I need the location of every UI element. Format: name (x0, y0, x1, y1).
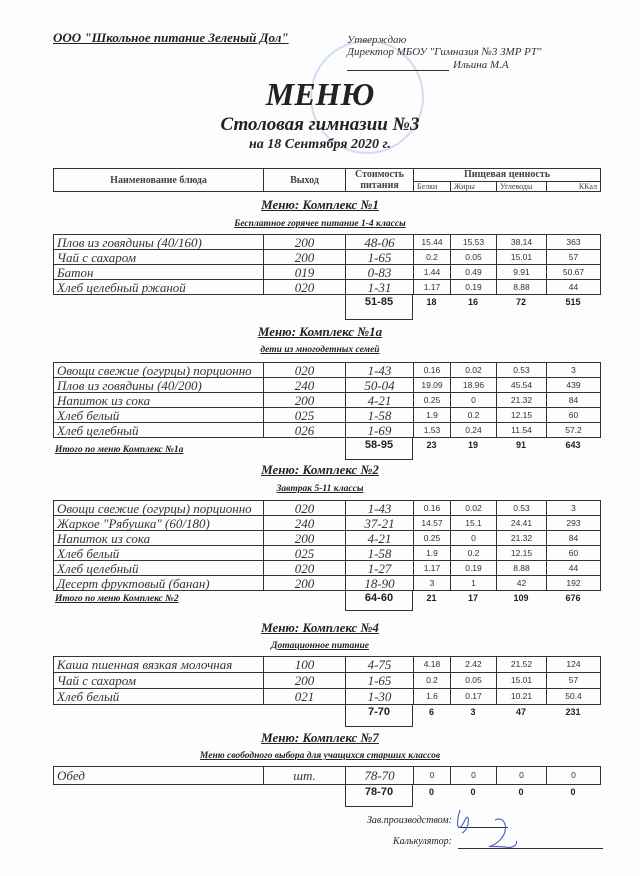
carbs: 21.32 (497, 531, 547, 546)
dish-output: 200 (264, 393, 346, 408)
kcal: 439 (547, 378, 601, 393)
section-subtitle: Завтрак 5-11 классы (276, 484, 364, 494)
carbs: 15.01 (497, 250, 547, 265)
carbs: 15.01 (497, 673, 547, 689)
table-row (54, 531, 601, 546)
total-carbs: 47 (515, 707, 526, 717)
dish-output: 020 (264, 561, 346, 576)
table-header (53, 168, 601, 192)
carbs: 21.32 (497, 393, 547, 408)
kcal: 84 (547, 393, 601, 408)
dish-name: Батон (54, 265, 264, 280)
dish-output: 200 (264, 235, 346, 250)
menu-table (53, 766, 601, 785)
protein: 3 (414, 576, 451, 591)
approve-label: Утверждаю (347, 34, 407, 46)
fat: 0.05 (451, 673, 497, 689)
total-fat: 3 (470, 707, 476, 717)
menu-table (53, 362, 601, 438)
fat: 15.1 (451, 516, 497, 531)
dish-name: Плов из говядины (40/160) (54, 235, 264, 250)
protein: 15.44 (414, 235, 451, 250)
section-title: Меню: Комплекс №7 (261, 730, 379, 745)
carbs: 12.15 (497, 408, 547, 423)
table-row (54, 235, 601, 250)
dish-output: 025 (264, 408, 346, 423)
table-row (54, 561, 601, 576)
table-row (54, 393, 601, 408)
fat: 0.19 (451, 561, 497, 576)
table-row (54, 576, 601, 591)
dish-output: 200 (264, 673, 346, 689)
col-cost: Стоимость питания (346, 169, 414, 192)
col-carbs: Углеводы (497, 181, 547, 191)
table-row (54, 423, 601, 438)
fat: 0.02 (451, 363, 497, 378)
dish-output: 020 (264, 363, 346, 378)
protein: 1.44 (414, 265, 451, 280)
section-subtitle: Бесплатное горячее питание 1-4 классы (234, 219, 406, 229)
fat: 0.2 (451, 546, 497, 561)
kcal: 84 (547, 531, 601, 546)
total-kcal: 676 (565, 593, 581, 603)
kcal: 60 (547, 546, 601, 561)
total-kcal: 231 (565, 707, 581, 717)
fat: 0.24 (451, 423, 497, 438)
dish-name: Хлеб белый (54, 689, 264, 705)
dish-name: Напиток из сока (54, 393, 264, 408)
total-carbs: 91 (515, 440, 526, 450)
total-fat: 17 (467, 593, 478, 603)
dish-name: Хлеб целебный ржаной (54, 280, 264, 295)
dish-cost: 1-58 (346, 408, 414, 423)
dish-cost: 4-21 (346, 393, 414, 408)
dish-output: 200 (264, 250, 346, 265)
table-row (54, 363, 601, 378)
kcal: 50.4 (547, 689, 601, 705)
protein: 1.6 (414, 689, 451, 705)
col-output: Выход (264, 169, 346, 192)
carbs: 0.53 (497, 363, 547, 378)
dish-output: 240 (264, 516, 346, 531)
dish-cost: 4-75 (346, 657, 414, 673)
dish-cost: 1-65 (346, 250, 414, 265)
dish-cost: 37-21 (346, 516, 414, 531)
total-protein: 23 (426, 440, 437, 450)
fat: 0.2 (451, 408, 497, 423)
total-protein: 21 (426, 593, 437, 603)
carbs: 12.15 (497, 546, 547, 561)
carbs: 0.53 (497, 501, 547, 516)
kcal: 44 (547, 280, 601, 295)
protein: 1.9 (414, 546, 451, 561)
carbs: 8.88 (497, 280, 547, 295)
dish-output: 025 (264, 546, 346, 561)
fat: 1 (451, 576, 497, 591)
organization-name: ООО "Школьное питание Зеленый Дол" (53, 30, 289, 45)
table-row (54, 516, 601, 531)
protein: 4.18 (414, 657, 451, 673)
dish-name: Хлеб белый (54, 546, 264, 561)
total-cost: 51-85 (345, 295, 413, 320)
dish-name: Плов из говядины (40/200) (54, 378, 264, 393)
protein: 14.57 (414, 516, 451, 531)
kcal: 363 (547, 235, 601, 250)
total-cost: 64-60 (345, 591, 413, 611)
carbs: 8.88 (497, 561, 547, 576)
menu-table (53, 500, 601, 591)
calculator-label: Калькулятор: (393, 836, 452, 847)
section-total-label: Итого по меню Комплекс №2 (55, 594, 179, 604)
table-row (54, 767, 601, 785)
protein: 0.16 (414, 363, 451, 378)
dish-output: 019 (264, 265, 346, 280)
fat: 0.17 (451, 689, 497, 705)
dish-name: Десерт фруктовый (банан) (54, 576, 264, 591)
dish-name: Чай с сахаром (54, 250, 264, 265)
dish-cost: 1-65 (346, 673, 414, 689)
section-title: Меню: Комплекс №1а (257, 324, 383, 339)
protein: 1.17 (414, 280, 451, 295)
dish-name: Жаркое "Рябушка" (60/180) (54, 516, 264, 531)
table-row (54, 408, 601, 423)
table-row (54, 280, 601, 295)
dish-cost: 48-06 (346, 235, 414, 250)
dish-cost: 1-27 (346, 561, 414, 576)
dish-cost: 4-21 (346, 531, 414, 546)
section-subtitle: Меню свободного выбора для учащихся старших классов (199, 751, 441, 761)
director-title: Директор МБОУ "Гимназия №3 ЗМР РТ" (347, 46, 542, 58)
section-title: Меню: Комплекс №2 (261, 462, 379, 477)
protein: 0.2 (414, 673, 451, 689)
dish-cost: 1-43 (346, 363, 414, 378)
section-title: Меню: Комплекс №4 (261, 620, 379, 635)
dish-cost: 1-30 (346, 689, 414, 705)
total-carbs: 109 (513, 593, 529, 603)
director-name: Ильина М.А (453, 59, 509, 71)
dish-output: 020 (264, 280, 346, 295)
table-row (54, 673, 601, 689)
dish-cost: 78-70 (346, 767, 414, 785)
menu-date: на 18 Сентября 2020 г. (249, 137, 391, 152)
table-row (54, 265, 601, 280)
total-cost: 78-70 (345, 785, 413, 807)
protein: 19.09 (414, 378, 451, 393)
kcal: 57.2 (547, 423, 601, 438)
kcal: 124 (547, 657, 601, 673)
kcal: 44 (547, 561, 601, 576)
dish-output: 021 (264, 689, 346, 705)
dish-name: Овощи свежие (огурцы) порционно (54, 501, 264, 516)
total-fat: 0 (470, 787, 476, 797)
protein: 1.9 (414, 408, 451, 423)
dish-cost: 1-43 (346, 501, 414, 516)
protein: 0.25 (414, 531, 451, 546)
section-total-label: Итого по меню Комплекс №1а (55, 445, 184, 455)
carbs: 11.54 (497, 423, 547, 438)
protein: 0.16 (414, 501, 451, 516)
fat: 15.53 (451, 235, 497, 250)
carbs: 38.14 (497, 235, 547, 250)
total-carbs: 0 (518, 787, 524, 797)
total-cost: 7-70 (345, 705, 413, 727)
kcal: 293 (547, 516, 601, 531)
protein: 0.2 (414, 250, 451, 265)
kcal: 57 (547, 250, 601, 265)
protein: 1.53 (414, 423, 451, 438)
handwritten-signature (450, 805, 520, 855)
total-protein: 6 (428, 707, 434, 717)
fat: 0.02 (451, 501, 497, 516)
section-subtitle: Дотационное питание (270, 641, 370, 651)
carbs: 42 (497, 576, 547, 591)
dish-output: 100 (264, 657, 346, 673)
dish-cost: 1-58 (346, 546, 414, 561)
fat: 0 (451, 393, 497, 408)
dish-output: 020 (264, 501, 346, 516)
fat: 0.49 (451, 265, 497, 280)
menu-table (53, 656, 601, 705)
col-protein: Белки (414, 181, 451, 191)
table-row (54, 657, 601, 673)
fat: 0 (451, 767, 497, 785)
section-title: Меню: Комплекс №1 (261, 197, 379, 212)
page-subtitle: Столовая гимназии №3 (220, 114, 420, 135)
dish-name: Овощи свежие (огурцы) порционно (54, 363, 264, 378)
protein: 0.25 (414, 393, 451, 408)
dish-cost: 0-83 (346, 265, 414, 280)
col-name: Наименование блюда (54, 169, 264, 192)
carbs: 9.91 (497, 265, 547, 280)
dish-output: 026 (264, 423, 346, 438)
col-fat: Жиры (451, 181, 497, 191)
kcal: 3 (547, 363, 601, 378)
kcal: 50.67 (547, 265, 601, 280)
page-title: МЕНЮ (265, 76, 375, 112)
total-protein: 0 (428, 787, 434, 797)
total-cost: 58-95 (345, 438, 413, 460)
total-protein: 18 (426, 297, 437, 307)
dish-name: Чай с сахаром (54, 673, 264, 689)
dish-name: Хлеб целебный (54, 423, 264, 438)
kcal: 57 (547, 673, 601, 689)
dish-name: Напиток из сока (54, 531, 264, 546)
total-kcal: 643 (565, 440, 581, 450)
table-row (54, 501, 601, 516)
carbs: 45.54 (497, 378, 547, 393)
dish-cost: 18-90 (346, 576, 414, 591)
fat: 0.05 (451, 250, 497, 265)
dish-name: Хлеб целебный (54, 561, 264, 576)
kcal: 0 (547, 767, 601, 785)
carbs: 10.21 (497, 689, 547, 705)
dish-output: 200 (264, 531, 346, 546)
section-subtitle: дети из многодетных семей (260, 345, 380, 355)
dish-name: Хлеб белый (54, 408, 264, 423)
director-signature-line (347, 70, 449, 71)
total-fat: 16 (467, 297, 478, 307)
dish-cost: 1-69 (346, 423, 414, 438)
kcal: 192 (547, 576, 601, 591)
production-manager-label: Зав.производством: (366, 815, 452, 826)
total-kcal: 0 (570, 787, 576, 797)
dish-output: 240 (264, 378, 346, 393)
carbs: 0 (497, 767, 547, 785)
col-nutrition: Пищевая ценность (414, 169, 601, 182)
dish-cost: 1-31 (346, 280, 414, 295)
kcal: 3 (547, 501, 601, 516)
total-kcal: 515 (565, 297, 581, 307)
dish-output: 200 (264, 576, 346, 591)
dish-cost: 50-04 (346, 378, 414, 393)
table-row (54, 250, 601, 265)
table-row (54, 689, 601, 705)
total-fat: 19 (467, 440, 478, 450)
table-row (54, 546, 601, 561)
dish-name: Обед (54, 767, 264, 785)
protein: 1.17 (414, 561, 451, 576)
table-row (54, 378, 601, 393)
col-kcal: ККал (547, 181, 601, 191)
dish-output: шт. (264, 767, 346, 785)
fat: 0.19 (451, 280, 497, 295)
carbs: 21.52 (497, 657, 547, 673)
protein: 0 (414, 767, 451, 785)
carbs: 24.41 (497, 516, 547, 531)
total-carbs: 72 (515, 297, 526, 307)
fat: 2.42 (451, 657, 497, 673)
dish-name: Каша пшенная вязкая молочная (54, 657, 264, 673)
kcal: 60 (547, 408, 601, 423)
fat: 18.96 (451, 378, 497, 393)
fat: 0 (451, 531, 497, 546)
menu-table (53, 234, 601, 295)
